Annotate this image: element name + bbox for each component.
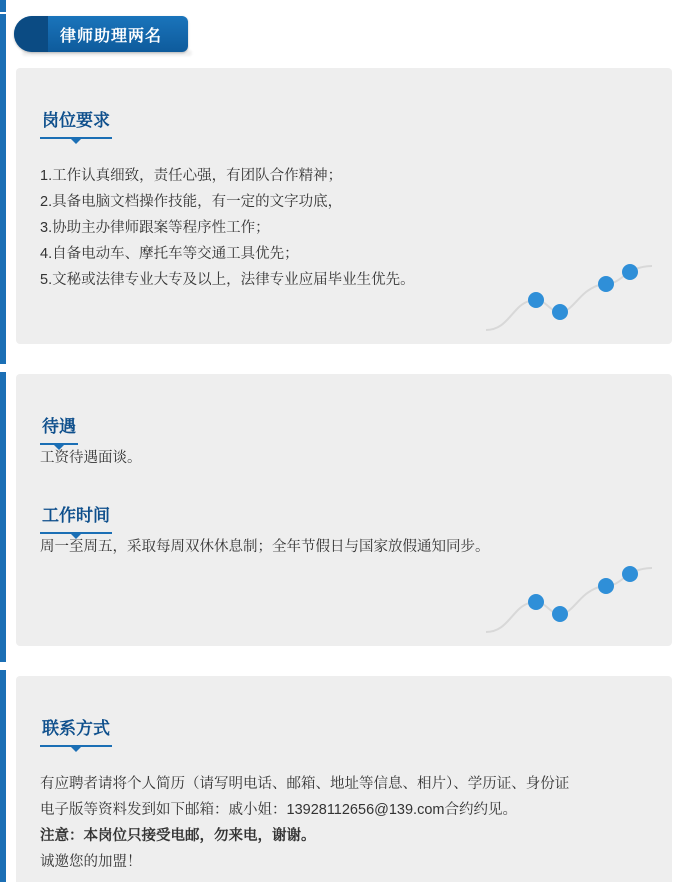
section-heading-benefits: 待遇 xyxy=(40,412,78,445)
card-requirements-content xyxy=(16,68,672,293)
requirements-list xyxy=(40,163,648,293)
page-title: 律师助理两名 xyxy=(14,16,188,52)
card-benefits-worktime xyxy=(16,374,672,646)
left-accent-bar-3 xyxy=(0,372,6,662)
list-item: 1.工作认真细致，责任心强，有团队合作精神； xyxy=(40,168,343,184)
benefits-heading-wrap xyxy=(40,374,648,445)
worktime-heading-wrap xyxy=(40,471,648,534)
list-item: 3.协助主办律师跟案等程序性工作； xyxy=(40,220,270,236)
contact-heading-wrap xyxy=(40,676,648,747)
card-contact-content xyxy=(16,676,672,875)
left-accent-bar-4 xyxy=(0,670,6,882)
list-item: 2.具备电脑文档操作技能，有一定的文字功底， xyxy=(40,194,343,210)
contact-line-2: 电子版等资料发到如下邮箱：戚小姐：13928112656@139.com合约约见。 xyxy=(40,802,517,818)
section-heading-contact: 联系方式 xyxy=(40,714,112,747)
section-heading-worktime: 工作时间 xyxy=(40,501,112,534)
section-heading-requirements: 岗位要求 xyxy=(40,106,112,139)
left-accent-bar-1 xyxy=(0,0,6,12)
requirements-heading-wrap xyxy=(40,68,648,139)
left-accent-bar-2 xyxy=(0,14,6,364)
contact-note: 注意：本岗位只接受电邮，勿来电，谢谢。 xyxy=(40,828,316,844)
card-requirements xyxy=(16,68,672,344)
list-item: 5.文秘或法律专业大专及以上，法律专业应届毕业生优先。 xyxy=(40,272,415,288)
card-contact xyxy=(16,676,672,882)
title-ribbon xyxy=(14,16,188,52)
line-chart-dots-icon xyxy=(484,558,654,638)
benefits-text: 工资待遇面谈。 xyxy=(40,450,142,466)
contact-line-1: 有应聘者请将个人简历（请写明电话、邮箱、地址等信息、相片）、学历证、身份证 xyxy=(40,776,570,792)
contact-closing: 诚邀您的加盟！ xyxy=(40,854,142,870)
contact-body xyxy=(40,771,648,875)
list-item: 4.自备电动车、摩托车等交通工具优先； xyxy=(40,246,299,262)
card-benefits-content xyxy=(16,374,672,560)
worktime-text: 周一至周五，采取每周双休休息制；全年节假日与国家放假通知同步。 xyxy=(40,539,490,555)
